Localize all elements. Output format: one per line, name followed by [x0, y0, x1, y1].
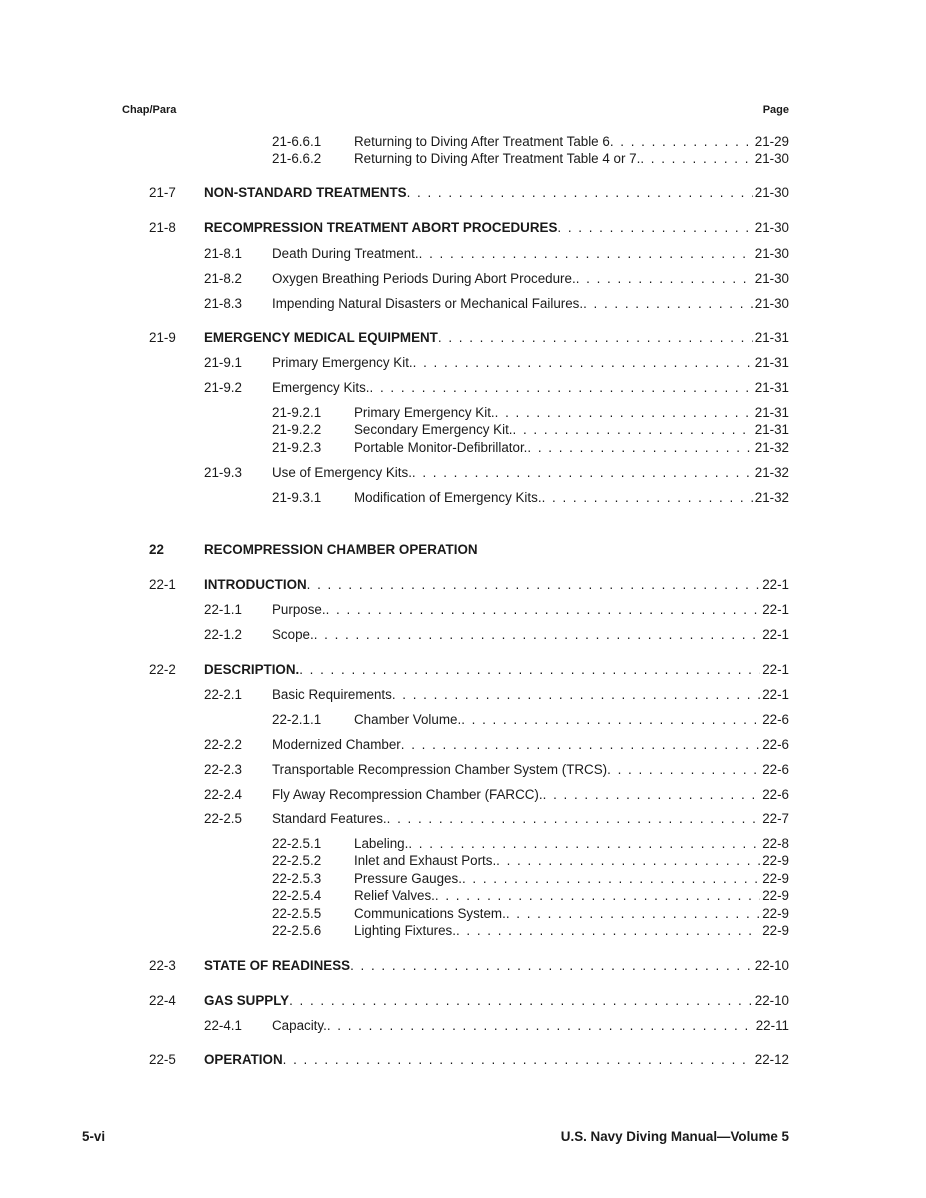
toc-entry-title: Primary Emergency Kit.	[272, 355, 413, 370]
dot-leader	[607, 761, 760, 779]
dot-leader	[640, 150, 752, 168]
toc-entry-page: 22-6	[762, 762, 789, 777]
toc-entry[interactable]	[0, 957, 926, 975]
dot-leader	[495, 404, 753, 422]
dot-leader	[289, 992, 753, 1010]
dot-leader	[412, 464, 753, 482]
toc-entry-title: Relief Valves.	[354, 888, 435, 903]
dot-leader	[407, 184, 753, 202]
dot-leader	[610, 133, 753, 151]
toc-entry-page: 22-9	[762, 906, 789, 921]
toc-entry-page: 22-1	[762, 662, 789, 677]
toc-entry[interactable]	[0, 404, 926, 422]
toc-entry[interactable]	[0, 736, 926, 754]
toc-entry[interactable]	[0, 887, 926, 905]
toc-entry-title: Secondary Emergency Kit.	[354, 422, 513, 437]
dot-leader	[435, 887, 760, 905]
dot-leader	[392, 686, 760, 704]
toc-entry[interactable]	[0, 1017, 926, 1035]
dot-leader	[438, 329, 753, 347]
toc-entry-number: 22-2.3	[204, 762, 242, 777]
dot-leader	[370, 379, 753, 397]
toc-entry-page: 22-10	[754, 993, 789, 1008]
dot-leader	[408, 835, 760, 853]
toc-entry-number: 21-6.6.2	[272, 151, 322, 166]
toc-entry-number: 22	[149, 542, 164, 557]
toc-entry[interactable]	[0, 626, 926, 644]
toc-entry-number: 21-9.2	[204, 380, 242, 395]
toc-entry-title: Purpose.	[272, 602, 326, 617]
toc-entry-page: 22-1	[762, 627, 789, 642]
toc-entry-page: 21-29	[754, 134, 789, 149]
toc-entry-number: 21-9.2.1	[272, 405, 322, 420]
toc-entry-page: 22-7	[762, 811, 789, 826]
toc-entry-number: 21-9.2.3	[272, 440, 322, 455]
dot-leader	[461, 711, 760, 729]
toc-entry-title: Inlet and Exhaust Ports.	[354, 853, 497, 868]
toc-entry-number: 22-2.5.3	[272, 871, 322, 886]
toc-entry-title: Impending Natural Disasters or Mechanical Failures.	[272, 296, 584, 311]
toc-entry-page: 22-9	[762, 871, 789, 886]
toc-entry-number: 21-9.1	[204, 355, 242, 370]
toc-entry[interactable]	[0, 905, 926, 923]
toc-entry-title: Standard Features.	[272, 811, 387, 826]
toc-entry-page: 22-11	[755, 1018, 789, 1033]
toc-entry[interactable]	[0, 354, 926, 372]
toc-entry[interactable]	[0, 852, 926, 870]
dot-leader	[327, 1017, 754, 1035]
toc-entry-title: Chamber Volume.	[354, 712, 462, 727]
toc-entry-title: Primary Emergency Kit.	[354, 405, 495, 420]
dot-leader	[314, 626, 760, 644]
toc-entry[interactable]	[0, 245, 926, 263]
toc-entry[interactable]	[0, 219, 926, 237]
toc-entry-title: Returning to Diving After Treatment Table 4 or 7.	[354, 151, 641, 166]
toc-entry-title: Death During Treatment.	[272, 246, 419, 261]
toc-entry-page: 21-31	[754, 405, 789, 420]
toc-entry-page: 22-1	[762, 602, 789, 617]
toc-entry-title: DESCRIPTION.	[204, 662, 300, 677]
toc-entry-number: 22-2.5.1	[272, 836, 322, 851]
toc-entry-page: 21-30	[754, 271, 789, 286]
toc-entry-title: OPERATION	[204, 1052, 283, 1067]
toc-entry-page: 21-32	[754, 465, 789, 480]
document-title: U.S. Navy Diving Manual—Volume 5	[560, 1129, 789, 1144]
dot-leader	[542, 489, 753, 507]
toc-entry-page: 21-30	[754, 246, 789, 261]
toc-entry[interactable]	[0, 295, 926, 313]
toc-entry-number: 22-2.4	[204, 787, 242, 802]
toc-entry-number: 22-2	[149, 662, 176, 677]
toc-entry[interactable]	[0, 421, 926, 439]
column-header-page: Page	[762, 104, 789, 116]
dot-leader	[506, 905, 760, 923]
toc-entry-number: 22-1	[149, 577, 176, 592]
toc-entry-title: Modification of Emergency Kits.	[354, 490, 542, 505]
toc-entry-number: 21-9	[149, 330, 176, 345]
toc-entry-number: 22-2.5	[204, 811, 242, 826]
toc-entry-number: 22-4.1	[204, 1018, 242, 1033]
toc-entry-title: Labeling.	[354, 836, 409, 851]
toc-entry-page: 21-30	[754, 151, 789, 166]
toc-entry-page: 22-8	[762, 836, 789, 851]
toc-entry-page: 22-9	[762, 853, 789, 868]
toc-entry-title: Lighting Fixtures.	[354, 923, 456, 938]
toc-entry-page: 22-6	[762, 737, 789, 752]
toc-entry[interactable]	[0, 439, 926, 457]
toc-entry[interactable]	[0, 786, 926, 804]
toc-entry-page: 22-6	[762, 787, 789, 802]
toc-entry-number: 21-9.3	[204, 465, 242, 480]
toc-entry-page: 21-31	[754, 355, 789, 370]
toc-entry-title: Pressure Gauges.	[354, 871, 462, 886]
toc-entry-title: Scope.	[272, 627, 314, 642]
toc-entry[interactable]	[0, 711, 926, 729]
toc-entry-title: EMERGENCY MEDICAL EQUIPMENT	[204, 330, 438, 345]
toc-entry-page: 21-30	[754, 185, 789, 200]
toc-entry-number: 22-2.2	[204, 737, 242, 752]
toc-entry-page: 21-31	[754, 422, 789, 437]
toc-entry-title: NON-STANDARD TREATMENTS	[204, 185, 407, 200]
toc-entry[interactable]	[0, 150, 926, 168]
toc-entry-number: 21-9.3.1	[272, 490, 322, 505]
page-number: 5-vi	[82, 1129, 106, 1144]
dot-leader	[387, 810, 761, 828]
toc-entry-title: Oxygen Breathing Periods During Abort Procedure.	[272, 271, 576, 286]
toc-entry[interactable]	[0, 922, 926, 940]
toc-entry[interactable]	[0, 541, 926, 559]
toc-entry-number: 22-5	[149, 1052, 176, 1067]
toc-entry-number: 22-4	[149, 993, 176, 1008]
toc-entry[interactable]	[0, 835, 926, 853]
toc-entry-page: 21-31	[754, 380, 789, 395]
dot-leader	[299, 661, 760, 679]
toc-entry-page: 21-32	[754, 490, 789, 505]
toc-entry[interactable]	[0, 992, 926, 1010]
dot-leader	[456, 922, 760, 940]
toc-entry-title: Modernized Chamber	[272, 737, 401, 752]
toc-entry[interactable]	[0, 601, 926, 619]
toc-entry-title: Returning to Diving After Treatment Table 6	[354, 134, 610, 149]
toc-entry[interactable]	[0, 661, 926, 679]
toc-entry-page: 22-12	[754, 1052, 789, 1067]
toc-entry[interactable]	[0, 329, 926, 347]
toc-entry-number: 21-9.2.2	[272, 422, 322, 437]
toc-entry-number: 21-8.2	[204, 271, 242, 286]
toc-entry-number: 22-1.1	[204, 602, 242, 617]
toc-entry-title: RECOMPRESSION TREATMENT ABORT PROCEDURES	[204, 220, 558, 235]
toc-entry-title: Basic Requirements	[272, 687, 392, 702]
toc-entry[interactable]	[0, 870, 926, 888]
toc-entry-page: 22-1	[762, 577, 789, 592]
dot-leader	[326, 601, 761, 619]
toc-entry-title: INTRODUCTION	[204, 577, 307, 592]
toc-entry-number: 21-6.6.1	[272, 134, 322, 149]
toc-entry[interactable]	[0, 810, 926, 828]
dot-leader	[401, 736, 760, 754]
dot-leader	[557, 219, 752, 237]
toc-entry-page: 22-10	[754, 958, 789, 973]
toc-entry-title: Portable Monitor-Defibrillator.	[354, 440, 528, 455]
dot-leader	[307, 576, 761, 594]
toc-entry[interactable]	[0, 379, 926, 397]
dot-leader	[576, 270, 753, 288]
dot-leader	[513, 421, 753, 439]
toc-entry-title: Capacity.	[272, 1018, 327, 1033]
toc-entry-page: 22-9	[762, 888, 789, 903]
toc-entry-title: Use of Emergency Kits.	[272, 465, 412, 480]
toc-entry-title: GAS SUPPLY	[204, 993, 290, 1008]
toc-entry-title: STATE OF READINESS	[204, 958, 351, 973]
toc-entry-title: Emergency Kits.	[272, 380, 370, 395]
toc-entry-number: 22-3	[149, 958, 176, 973]
dot-leader	[462, 870, 760, 888]
toc-entry[interactable]	[0, 686, 926, 704]
toc-entry-number: 22-2.5.6	[272, 923, 322, 938]
toc-entry-number: 21-8.1	[204, 246, 242, 261]
toc-entry[interactable]	[0, 576, 926, 594]
toc-entry-page: 21-30	[754, 296, 789, 311]
dot-leader	[527, 439, 752, 457]
toc-entry-title: RECOMPRESSION CHAMBER OPERATION	[204, 542, 478, 557]
toc-entry[interactable]	[0, 133, 926, 151]
toc-entry-number: 21-8	[149, 220, 176, 235]
toc-entry[interactable]	[0, 184, 926, 202]
toc-entry-number: 22-2.5.5	[272, 906, 322, 921]
toc-entry[interactable]	[0, 270, 926, 288]
toc-entry-number: 22-2.5.4	[272, 888, 322, 903]
dot-leader	[350, 957, 753, 975]
toc-entry-page: 21-31	[754, 330, 789, 345]
toc-entry-title: Communications System.	[354, 906, 506, 921]
toc-entry[interactable]	[0, 464, 926, 482]
toc-entry-title: Fly Away Recompression Chamber (FARCC).	[272, 787, 543, 802]
toc-entry-page: 21-30	[754, 220, 789, 235]
dot-leader	[543, 786, 761, 804]
toc-entry[interactable]	[0, 761, 926, 779]
toc-entry-page: 21-32	[754, 440, 789, 455]
toc-entry-number: 22-2.1	[204, 687, 242, 702]
dot-leader	[496, 852, 760, 870]
toc-entry[interactable]	[0, 1051, 926, 1069]
dot-leader	[283, 1051, 753, 1069]
toc-entry-page: 22-6	[762, 712, 789, 727]
toc-entry-page: 22-1	[762, 687, 789, 702]
toc-entry-number: 21-7	[149, 185, 176, 200]
dot-leader	[583, 295, 753, 313]
toc-entry-number: 22-1.2	[204, 627, 242, 642]
toc-entry-number: 22-2.5.2	[272, 853, 322, 868]
dot-leader	[413, 354, 753, 372]
column-header-chap-para: Chap/Para	[122, 104, 177, 116]
toc-entry-page: 22-9	[762, 923, 789, 938]
toc-entry-title: Transportable Recompression Chamber System (TRCS)	[272, 762, 608, 777]
toc-entry-number: 22-2.1.1	[272, 712, 322, 727]
dot-leader	[419, 245, 753, 263]
toc-entry-number: 21-8.3	[204, 296, 242, 311]
toc-entry[interactable]	[0, 489, 926, 507]
